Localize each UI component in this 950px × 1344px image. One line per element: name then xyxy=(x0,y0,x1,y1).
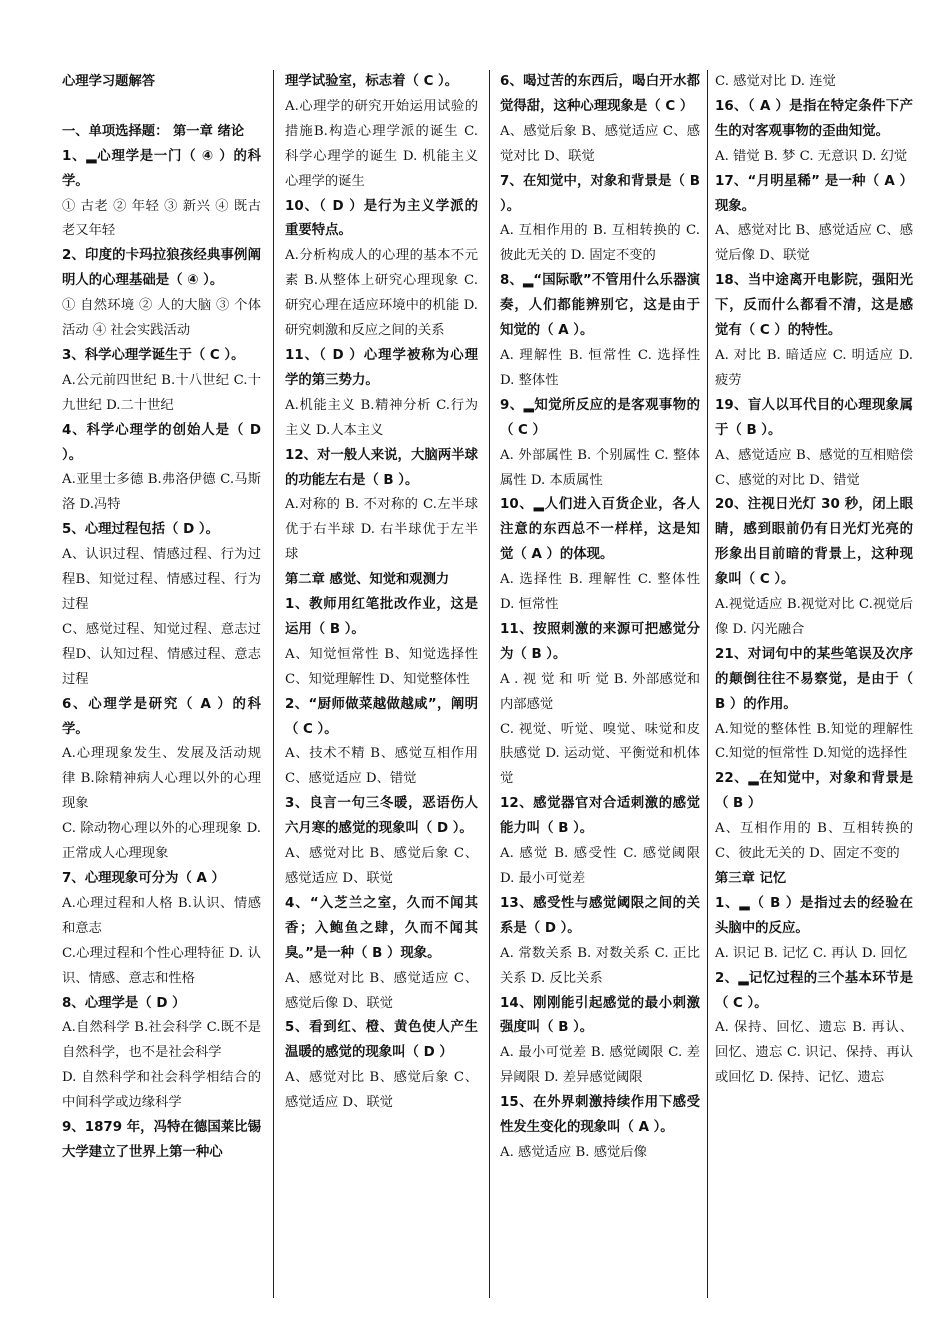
answer-options: A、互相作用的 B、互相转换的 C、彼此无关的 D、固定不变的 xyxy=(715,821,913,862)
question-stem: 11、按照刺激的来源可把感觉分为（ B ）。 xyxy=(500,621,700,662)
answer-options: A、感觉对比 B、感觉后象 C、感觉适应 D、联觉 xyxy=(285,846,478,886)
question-stem: 4、“入芝兰之室，久而不闻其香；入鲍鱼之肆，久而不闻其臭。”是一种（ B ）现象。 xyxy=(285,895,478,961)
answer-options: D. 自然科学和社会科学相结合的中间科学或边缘科学 xyxy=(62,1070,261,1111)
column-3 xyxy=(500,70,700,1298)
question-stem: 12、对一般人来说，大脑两半球的功能左右是（ B ）。 xyxy=(285,447,478,488)
answer-options: A.机能主义 B.精神分析 C.行为主义 D.人本主义 xyxy=(285,397,478,438)
answer-options: A.视觉适应 B.视觉对比 C.视觉后像 D. 闪光融合 xyxy=(715,597,913,637)
answer-options: A.心理现象发生、发展及活动规律 B.除精神病人心理以外的心理现象 xyxy=(62,746,261,812)
section-heading: 第二章 感觉、知觉和观测力 xyxy=(285,572,450,588)
question-stem: 17、“月明星稀” 是一种（ A ）现象。 xyxy=(715,173,913,214)
column-divider xyxy=(489,70,490,1298)
question-stem: 16、（ A ）是指在特定条件下产生的对客观事物的歪曲知觉。 xyxy=(715,98,913,139)
question-stem: 8、▂“国际歌”不管用什么乐器演奏，人们都能辨别它，这是由于知觉的（ A ）。 xyxy=(500,273,700,339)
question-stem: 11、（ D ）心理学被称为心理学的第三势力。 xyxy=(285,347,478,388)
answer-options: C. 感觉对比 D. 连觉 xyxy=(715,74,836,89)
answer-options: A、技术不精 B、感觉互相作用 C、感觉适应 D、错觉 xyxy=(285,746,478,787)
question-stem: 2、印度的卡玛拉狼孩经典事例阐明人的心理基础是（ ④ ）。 xyxy=(62,248,261,289)
question-stem: 9、▂知觉所反应的是客观事物的（ C ） xyxy=(500,397,700,438)
answer-options: A. 感觉适应 B. 感觉后像 xyxy=(500,1144,647,1160)
answer-options: A.自然科学 B.社会科学 C.既不是自然科学，也不是社会科学 xyxy=(62,1020,261,1061)
section-heading: 心理学习题解答 xyxy=(62,74,156,89)
answer-options: A、感觉后象 B、感觉适应 C、感觉对比 D、联觉 xyxy=(500,123,700,164)
answer-options: A. 保持、回忆、遗忘 B. 再认、回忆、遗忘 C. 识记、保持、再认或回忆 D. 保持、记忆、遗忘 xyxy=(715,1020,913,1086)
question-stem: 1、▂（ B ）是指过去的经验在头脑中的反应。 xyxy=(715,895,913,936)
question-stem: 6、心理学是研究（ A ）的科学。 xyxy=(62,696,261,737)
question-stem: 9、1879 年，冯特在德国莱比锡大学建立了世界上第一种心 xyxy=(62,1120,261,1160)
question-stem: 2、“厨师做菜越做越咸”，阐明（ C ）。 xyxy=(285,696,478,737)
answer-options: A.分析构成人的心理的基本不元素 B.从整体上研究心理现象 C.研究心理在适应环境中的机能 D.研究刺激和反应之间的关系 xyxy=(285,248,478,339)
answer-options: A.知觉的整体性 B.知觉的理解性 C.知觉的恒常性 D.知觉的选择性 xyxy=(715,721,913,762)
answer-options: A.公元前四世纪 B.十八世纪 C.十九世纪 D.二十世纪 xyxy=(62,372,261,413)
answer-options: A、感觉适应 B、感觉的互相赔偿 C、感觉的对比 D、错觉 xyxy=(715,447,913,488)
question-stem: 8、心理学是（ D ） xyxy=(62,995,186,1011)
question-stem: 15、在外界刺激持续作用下感受性发生变化的现象叫（ A ）。 xyxy=(500,1095,700,1136)
column-2 xyxy=(285,70,478,1298)
answer-options: A.心理学的研究开始运用试验的措施B.构造心理学派的诞生 C. 科学心理学的诞生 D. 机能主义心理学的诞生 xyxy=(285,98,478,189)
question-stem: 14、刚刚能引起感觉的最小刺激强度叫（ B ）。 xyxy=(500,995,700,1036)
blank-line xyxy=(62,95,261,120)
question-stem: 7、在知觉中，对象和背景是（ B ）。 xyxy=(500,173,700,214)
answer-options: A. 识记 B. 记忆 C. 再认 D. 回忆 xyxy=(715,945,908,961)
question-stem: 20、注视日光灯 30 秒，闭上眼睛，感到眼前仍有日光灯光亮的形象出目前暗的背景上，这种现象叫（ C ）。 xyxy=(715,497,913,588)
column-4 xyxy=(715,70,913,1298)
answer-options: C、感觉过程、知觉过程、意志过程D、认知过程、情感过程、意志过程 xyxy=(62,621,261,687)
question-stem: 3、良言一句三冬暖，恶语伤人六月寒的感觉的现象叫（ D ）。 xyxy=(285,796,478,837)
answer-options: A. 错觉 B. 梦 C. 无意识 D. 幻觉 xyxy=(715,148,908,164)
question-stem: 18、当中途离开电影院，强阳光下，反而什么都看不清，这是感觉有（ C ）的特性。 xyxy=(715,273,913,339)
answer-options: A. 感觉 B. 感受性 C. 感觉阈限 D. 最小可觉差 xyxy=(500,846,700,886)
answer-options: A、感觉对比 B、感觉后象 C、感觉适应 D、联觉 xyxy=(285,1070,478,1111)
answer-options: A. 对比 B. 暗适应 C. 明适应 D. 疲劳 xyxy=(715,347,913,388)
question-stem: 13、感受性与感觉阈限之间的关系是（ D ）。 xyxy=(500,895,700,936)
answer-options: A.对称的 B. 不对称的 C.左半球优于右半球 D. 右半球优于左半球 xyxy=(285,497,478,563)
answer-options: A、感觉对比 B、感觉适应 C、感觉后像 D、联觉 xyxy=(285,970,478,1011)
question-stem: 22、▂在知觉中，对象和背景是 （ B ） xyxy=(715,771,913,812)
answer-options: A. 理解性 B. 恒常性 C. 选择性 D. 整体性 xyxy=(500,347,700,388)
question-stem: 10、（ D ）是行为主义学派的重要特点。 xyxy=(285,198,478,239)
answer-options: A. 选择性 B. 理解性 C. 整体性 D. 恒常性 xyxy=(500,572,700,613)
question-stem: 2、▂记忆过程的三个基本环节是（ C ）。 xyxy=(715,970,913,1011)
answer-options: A、感觉对比 B、感觉适应 C、感觉后像 D、联觉 xyxy=(715,223,913,264)
answer-options: A. 常数关系 B. 对数关系 C. 正比关系 D. 反比关系 xyxy=(500,945,700,986)
question-stem: 3、科学心理学诞生于（ C ）。 xyxy=(62,347,245,363)
document-page xyxy=(62,70,912,1300)
question-stem: 12、感觉器官对合适刺激的感觉能力叫（ B ）。 xyxy=(500,796,700,837)
question-stem: 21、对词句中的某些笔误及次序的颠倒往往不易察觉，是由于（ B ）的作用。 xyxy=(715,646,913,712)
column-1 xyxy=(62,70,261,1298)
question-stem: 10、▂人们进入百货企业，各人注意的东西总不一样样，这是知觉（ A ）的体现。 xyxy=(500,497,700,563)
answer-options: A、知觉恒常性 B、知觉选择性 C、知觉理解性 D、知觉整体性 xyxy=(285,646,478,687)
answer-options: C.心理过程和个性心理特征 D. 认识、情感、意志和性格 xyxy=(62,945,261,986)
answer-options: C. 除动物心理以外的心理现象 D. 正常成人心理现象 xyxy=(62,821,261,862)
answer-options: ① 自然环境 ② 人的大脑 ③ 个体活动 ④ 社会实践活动 xyxy=(62,298,261,339)
answer-options: A. 外部属性 B. 个别属性 C. 整体属性 D. 本质属性 xyxy=(500,447,700,488)
answer-options: A. 互相作用的 B. 互相转换的 C. 彼此无关的 D. 固定不变的 xyxy=(500,223,700,264)
answer-options: A. 最小可觉差 B. 感觉阈限 C. 差异阈限 D. 差异感觉阈限 xyxy=(500,1045,700,1086)
question-stem: 4、科学心理学的创始人是（ D ）。 xyxy=(62,422,261,463)
question-stem: 19、盲人以耳代目的心理现象属于（ B ）。 xyxy=(715,397,913,438)
question-stem: 1、▂心理学是一门（ ④ ）的科学。 xyxy=(62,148,261,189)
answer-options: ① 古老 ② 年轻 ③ 新兴 ④ 既古老又年轻 xyxy=(62,198,261,239)
section-heading: 第三章 记忆 xyxy=(715,871,787,886)
question-stem: 5、看到红、橙、黄色使人产生温暖的感觉的现象叫（ D ） xyxy=(285,1020,478,1061)
column-divider xyxy=(273,70,274,1298)
answer-options: C. 视觉、听觉、嗅觉、味觉和皮肤感觉 D. 运动觉、平衡觉和机体觉 xyxy=(500,721,700,787)
question-stem: 5、心理过程包括（ D ）。 xyxy=(62,522,219,538)
answer-options: A . 视 觉 和 听 觉 B. 外部感觉和内部感觉 xyxy=(500,671,700,712)
question-stem: 1、教师用红笔批改作业，这是运用（ B ）。 xyxy=(285,597,478,637)
question-stem: 7、心理现象可分为（ A ） xyxy=(62,870,225,886)
answer-options: A、认识过程、情感过程、行为过程B、知觉过程、情感过程、行为过程 xyxy=(62,547,261,613)
column-divider xyxy=(707,70,708,1298)
answer-options: A.心理过程和人格 B.认识、情感和意志 xyxy=(62,895,261,936)
section-heading: 一、单项选择题： 第一章 绪论 xyxy=(62,123,245,139)
question-stem: 理学试验室，标志着（ C ）。 xyxy=(285,74,459,89)
answer-options: A.亚里士多德 B.弗洛伊德 C.马斯洛 D.冯特 xyxy=(62,472,261,513)
question-stem: 6、喝过苦的东西后，喝白开水都觉得甜，这种心理现象是（ C ） xyxy=(500,74,700,114)
